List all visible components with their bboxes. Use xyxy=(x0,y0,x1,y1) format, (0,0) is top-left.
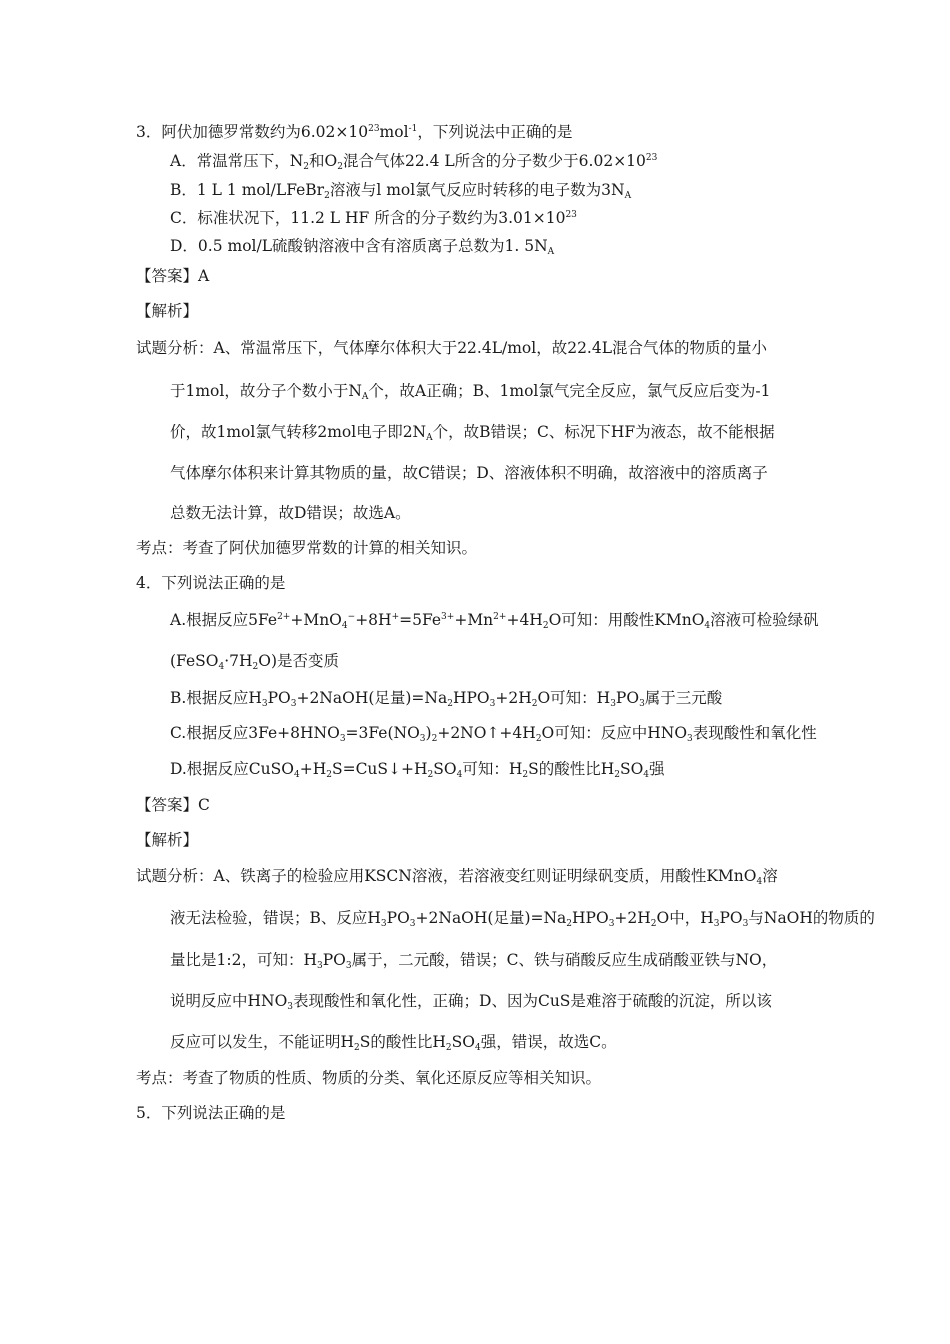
q4-analysis-line-4: 说明反应中$HNO_3$表现酸性和氧化性，正确；D、因为CuS是难溶于硫酸的沉淀，所以该 xyxy=(170,992,772,1012)
q3-analysis-line-1: 试题分析：A、常温常压下，气体摩尔体积大于22.4L/mol，故22.4L混合气体的物质的量小 xyxy=(136,339,768,357)
q4-option-a-line-1: A.根据反应$5Fe^{2+}+MnO_4^-+8H^+=5Fe^{3+}+Mn^{2+}+4H_2O$可知：用酸性KMnO$_4$溶液可检验绿矾 xyxy=(170,611,819,631)
q3-stem: 3．阿伏加德罗常数约为$6.02\times 10^{23}mol^{-1}$，下列说法中正确的是 xyxy=(136,123,573,141)
q4-analysis-line-1: 试题分析：A、铁离子的检验应用KSCN溶液，若溶液变红则证明绿矾变质，用酸性KMnO$_4$溶 xyxy=(136,867,778,887)
q3-analysis-line-2: 于1mol，故分子个数小于$N_A$个，故A正确；B、1mol氯气完全反应，氯气反应后变为-1 xyxy=(170,382,771,402)
q3-analysis-line-3: 价，故1mol氯气转移2mol电子即$2N_A$个，故B错误；C、标况下HF为液态，故不能根据 xyxy=(170,423,775,443)
q4-option-a-line-2: $(FeSO_4\cdot 7H_2O)$是否变质 xyxy=(170,652,339,672)
q3-analysis-line-5: 总数无法计算，故D错误；故选A。 xyxy=(170,504,411,522)
q3-option-d: D．0.5 mol/L硫酸钠溶液中含有溶质离子总数为1. $5N_A$ xyxy=(170,237,555,257)
q3-analysis-line-4: 气体摩尔体积来计算其物质的量，故C错误；D、溶液体积不明确，故溶液中的溶质离子 xyxy=(170,464,768,482)
q3-option-c: C．标准状况下，11.2 L HF 所含的分子数约为$3.01\times 10^{23}$ xyxy=(170,209,577,227)
q4-option-d: D.根据反应$CuSO_4+H_2S=CuS↓+H_2SO_4$可知：$H_2S$的酸性比$H_2SO_4$强 xyxy=(170,760,665,780)
q3-analysis-label: 【解析】 xyxy=(136,302,199,320)
q3-kaodian: 考点：考查了阿伏加德罗常数的计算的相关知识。 xyxy=(136,539,478,557)
q4-stem: 4．下列说法正确的是 xyxy=(136,574,286,592)
q5-stem: 5．下列说法正确的是 xyxy=(136,1104,286,1122)
q4-analysis-line-3: 量比是1:2，可知：$H_3PO_3$属于，二元酸，错误；C、铁与硝酸反应生成硝酸亚铁与NO， xyxy=(170,951,778,971)
q4-analysis-line-2: 液无法检验，错误；B、反应$H_3PO_3+2NaOH$(足量)$=Na_2HPO_3+2H_2O$中，$H_3PO_3$与NaOH的物质的 xyxy=(170,909,875,929)
q3-answer: 【答案】A xyxy=(136,267,210,285)
q4-analysis-line-5: 反应可以发生，不能证明$H_2S$的酸性比$H_2SO_4$强，错误，故选C。 xyxy=(170,1033,617,1053)
q4-kaodian: 考点：考查了物质的性质、物质的分类、氧化还原反应等相关知识。 xyxy=(136,1069,602,1087)
q3-option-b: B．1 L 1 mol/LFeBr$_2$溶液与l mol氯气反应时转移的电子数为$3N_A$ xyxy=(170,181,632,201)
q4-analysis-label: 【解析】 xyxy=(136,831,199,849)
q4-option-c: C.根据反应$3Fe+8HNO_3=3Fe(NO_3)_2+2NO↑+4H_2O$可知：反应中$HNO_3$表现酸性和氧化性 xyxy=(170,724,817,744)
q4-option-b: B.根据反应$H_3PO_3+2NaOH$(足量)$=Na_2HPO_3+2H_2O$可知：$H_3PO_3$属于三元酸 xyxy=(170,689,723,709)
q4-answer: 【答案】C xyxy=(136,796,210,814)
q3-option-a: A．常温常压下，$N_2$和$O_2$混合气体22.4 L所含的分子数少于$6.02\times 10^{23}$ xyxy=(170,152,658,172)
